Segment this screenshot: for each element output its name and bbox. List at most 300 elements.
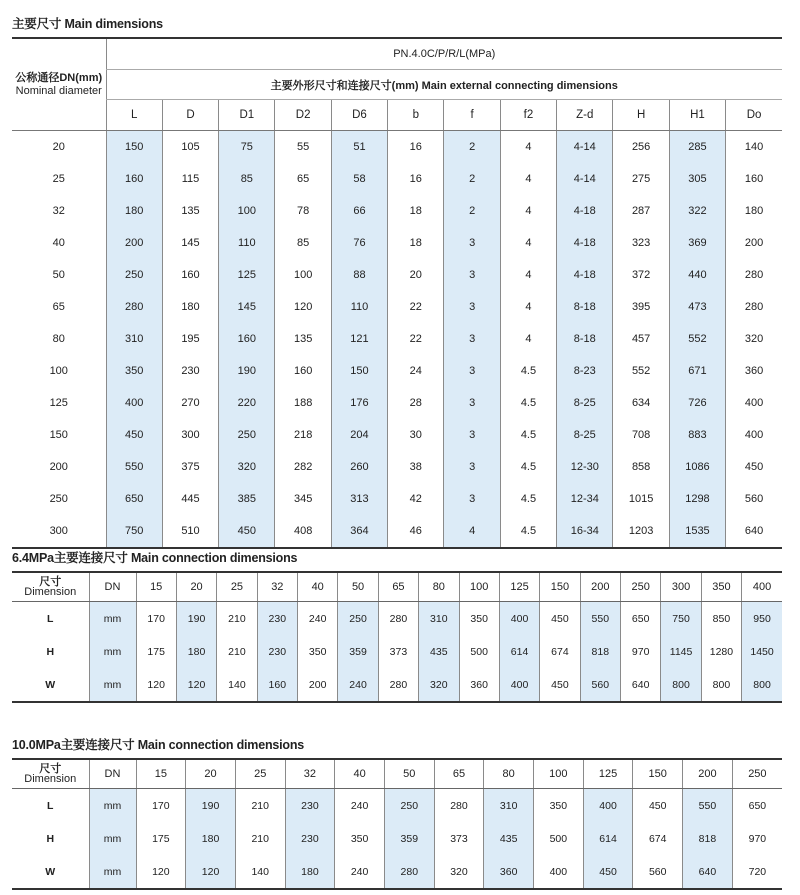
mpa64-body (12, 572, 782, 702)
value-cell: 190 (219, 355, 275, 387)
size-header-row (12, 759, 782, 789)
value-cell: 350 (298, 635, 338, 668)
dn-cell: 80 (52, 333, 65, 345)
value-cell: 22 (388, 291, 444, 323)
dimension-label-en: Dimension (24, 773, 77, 785)
value-cell: 180 (186, 822, 236, 855)
value-cell: 160 (257, 668, 297, 702)
value-cell: 46 (388, 515, 444, 548)
value-cell: 322 (669, 195, 725, 227)
mpa100-body (12, 759, 782, 889)
value-cell: 323 (613, 227, 669, 259)
size-header: 150 (633, 759, 683, 789)
value-cell: 8-18 (557, 291, 613, 323)
value-cell: 24 (388, 355, 444, 387)
value-cell: 560 (633, 855, 683, 889)
value-cell: 78 (275, 195, 331, 227)
size-header: 200 (683, 759, 733, 789)
value-cell: 121 (331, 323, 387, 355)
value-cell: 3 (444, 419, 500, 451)
value-cell: 372 (613, 259, 669, 291)
value-cell: 970 (732, 822, 782, 855)
value-cell: 218 (275, 419, 331, 451)
value-cell: 2 (444, 131, 500, 164)
value-cell: 473 (669, 291, 725, 323)
column-header: f2 (500, 100, 556, 131)
value-cell: 275 (613, 163, 669, 195)
value-cell: 305 (669, 163, 725, 195)
dn-cell: 100 (49, 365, 68, 377)
table-row (12, 355, 782, 387)
main-dimensions-body (12, 131, 782, 549)
value-cell: 287 (613, 195, 669, 227)
value-cell: 1280 (701, 635, 741, 668)
column-header: f (444, 100, 500, 131)
value-cell: 280 (106, 291, 162, 323)
value-cell: 135 (162, 195, 218, 227)
value-cell: 385 (219, 483, 275, 515)
value-cell: 650 (732, 789, 782, 823)
value-cell: 230 (285, 822, 335, 855)
value-cell: 4.5 (500, 419, 556, 451)
value-cell: 800 (661, 668, 701, 702)
value-cell: 160 (275, 355, 331, 387)
size-header: 32 (285, 759, 335, 789)
table-row (12, 635, 782, 668)
value-cell: 110 (219, 227, 275, 259)
size-header: 15 (136, 759, 186, 789)
size-header: 15 (136, 572, 176, 602)
value-cell: 310 (419, 602, 459, 636)
value-cell: 4 (500, 291, 556, 323)
value-cell: 550 (106, 451, 162, 483)
value-cell: 750 (661, 602, 701, 636)
dn-cell: 50 (52, 269, 65, 281)
value-cell: 100 (275, 259, 331, 291)
value-cell: 230 (285, 789, 335, 823)
value-cell: 210 (217, 635, 257, 668)
dimension-label-en: Dimension (24, 586, 77, 598)
size-header: 100 (459, 572, 499, 602)
dn-label: DN (89, 572, 136, 602)
value-cell: 320 (434, 855, 484, 889)
value-cell: 8-23 (557, 355, 613, 387)
value-cell: 400 (726, 387, 782, 419)
value-cell: 4 (500, 259, 556, 291)
value-cell: 350 (459, 602, 499, 636)
value-cell: 85 (219, 163, 275, 195)
row-label: H (46, 832, 55, 845)
value-cell: 373 (434, 822, 484, 855)
value-cell: 640 (683, 855, 733, 889)
unit-cell: mm (89, 635, 136, 668)
value-cell: 280 (384, 855, 434, 889)
value-cell: 240 (338, 668, 378, 702)
value-cell: 145 (219, 291, 275, 323)
value-cell: 230 (257, 602, 297, 636)
size-header: 400 (742, 572, 782, 602)
value-cell: 230 (162, 355, 218, 387)
value-cell: 445 (162, 483, 218, 515)
value-cell: 175 (136, 635, 176, 668)
unit-cell: mm (89, 668, 136, 702)
column-header-row (12, 100, 782, 131)
value-cell: 250 (106, 259, 162, 291)
value-cell: 150 (331, 355, 387, 387)
value-cell: 614 (499, 635, 539, 668)
value-cell: 634 (613, 387, 669, 419)
value-cell: 313 (331, 483, 387, 515)
value-cell: 250 (219, 419, 275, 451)
value-cell: 4 (500, 163, 556, 195)
value-cell: 4-18 (557, 227, 613, 259)
size-header: 25 (217, 572, 257, 602)
value-cell: 345 (275, 483, 331, 515)
value-cell: 510 (162, 515, 218, 548)
value-cell: 3 (444, 355, 500, 387)
value-cell: 970 (621, 635, 661, 668)
value-cell: 350 (335, 822, 385, 855)
table-row (12, 451, 782, 483)
value-cell: 500 (459, 635, 499, 668)
value-cell: 400 (726, 419, 782, 451)
value-cell: 230 (257, 635, 297, 668)
unit-cell: mm (89, 822, 136, 855)
value-cell: 210 (235, 822, 285, 855)
value-cell: 66 (331, 195, 387, 227)
value-cell: 204 (331, 419, 387, 451)
table-row (12, 515, 782, 548)
value-cell: 55 (275, 131, 331, 164)
value-cell: 435 (484, 822, 534, 855)
table-row (12, 259, 782, 291)
size-header: 350 (701, 572, 741, 602)
dn-cell: 150 (49, 429, 68, 441)
dn-header-en: Nominal diameter (15, 84, 102, 97)
value-cell: 12-34 (557, 483, 613, 515)
value-cell: 858 (613, 451, 669, 483)
value-cell: 1145 (661, 635, 701, 668)
dimension-label-cn: 尺寸 (39, 576, 62, 588)
size-header: 80 (419, 572, 459, 602)
value-cell: 674 (540, 635, 580, 668)
value-cell: 3 (444, 323, 500, 355)
value-cell: 4.5 (500, 515, 556, 548)
value-cell: 100 (219, 195, 275, 227)
value-cell: 85 (275, 227, 331, 259)
column-header: D (162, 100, 218, 131)
size-header: 20 (176, 572, 216, 602)
size-header: 200 (580, 572, 620, 602)
value-cell: 708 (613, 419, 669, 451)
value-cell: 76 (331, 227, 387, 259)
value-cell: 22 (388, 323, 444, 355)
value-cell: 220 (219, 387, 275, 419)
mpa64-title: 6.4MPa主要连接尺寸 Main connection dimensions (12, 551, 298, 565)
size-header: 32 (257, 572, 297, 602)
value-cell: 280 (378, 602, 418, 636)
value-cell: 400 (106, 387, 162, 419)
value-cell: 20 (388, 259, 444, 291)
value-cell: 726 (669, 387, 725, 419)
value-cell: 28 (388, 387, 444, 419)
value-cell: 450 (633, 789, 683, 823)
column-header: D6 (331, 100, 387, 131)
value-cell: 240 (298, 602, 338, 636)
dn-cell: 40 (52, 237, 65, 249)
value-cell: 4 (500, 195, 556, 227)
value-cell: 180 (726, 195, 782, 227)
value-cell: 400 (583, 789, 633, 823)
value-cell: 280 (434, 789, 484, 823)
value-cell: 135 (275, 323, 331, 355)
value-cell: 30 (388, 419, 444, 451)
value-cell: 120 (136, 855, 186, 889)
value-cell: 720 (732, 855, 782, 889)
value-cell: 120 (176, 668, 216, 702)
value-cell: 250 (338, 602, 378, 636)
value-cell: 4.5 (500, 451, 556, 483)
value-cell: 210 (235, 789, 285, 823)
value-cell: 1086 (669, 451, 725, 483)
value-cell: 614 (583, 822, 633, 855)
value-cell: 280 (726, 291, 782, 323)
value-cell: 310 (484, 789, 534, 823)
dimension-label (12, 572, 89, 602)
value-cell: 115 (162, 163, 218, 195)
size-header: 40 (335, 759, 385, 789)
value-cell: 105 (162, 131, 218, 164)
value-cell: 640 (621, 668, 661, 702)
value-cell: 408 (275, 515, 331, 548)
table-row (12, 163, 782, 195)
value-cell: 4 (500, 131, 556, 164)
value-cell: 300 (162, 419, 218, 451)
column-header: D2 (275, 100, 331, 131)
value-cell: 4.5 (500, 387, 556, 419)
value-cell: 800 (742, 668, 782, 702)
table-row (12, 387, 782, 419)
dimension-label (12, 759, 89, 789)
value-cell: 8-18 (557, 323, 613, 355)
value-cell: 240 (335, 789, 385, 823)
dn-cell: 65 (52, 301, 65, 313)
pressure-header: PN.4.0C/P/R/L(MPa) (106, 38, 782, 70)
size-header: 20 (186, 759, 236, 789)
value-cell: 818 (683, 822, 733, 855)
table-row (12, 483, 782, 515)
value-cell: 950 (742, 602, 782, 636)
value-cell: 360 (459, 668, 499, 702)
value-cell: 1535 (669, 515, 725, 548)
value-cell: 38 (388, 451, 444, 483)
value-cell: 180 (285, 855, 335, 889)
mpa100-title: 10.0MPa主要连接尺寸 Main connection dimensions (12, 738, 305, 752)
value-cell: 12-30 (557, 451, 613, 483)
table-row (12, 789, 782, 823)
row-label: W (12, 668, 89, 702)
value-cell: 373 (378, 635, 418, 668)
dn-cell: 300 (12, 515, 106, 548)
value-cell: 450 (106, 419, 162, 451)
row-label: L (47, 612, 54, 625)
value-cell: 320 (219, 451, 275, 483)
value-cell: 285 (669, 131, 725, 164)
value-cell: 16 (388, 163, 444, 195)
value-cell: 18 (388, 227, 444, 259)
value-cell: 435 (419, 635, 459, 668)
row-label: H (46, 645, 55, 658)
value-cell: 170 (136, 602, 176, 636)
value-cell: 240 (335, 855, 385, 889)
value-cell: 160 (726, 163, 782, 195)
value-cell: 3 (444, 291, 500, 323)
value-cell: 360 (726, 355, 782, 387)
value-cell: 2 (444, 195, 500, 227)
dn-cell: 20 (52, 141, 65, 153)
value-cell: 195 (162, 323, 218, 355)
value-cell: 188 (275, 387, 331, 419)
value-cell: 450 (540, 668, 580, 702)
size-header: 65 (434, 759, 484, 789)
dn-cell: 125 (49, 397, 68, 409)
value-cell: 650 (106, 483, 162, 515)
value-cell: 170 (136, 789, 186, 823)
value-cell: 450 (726, 451, 782, 483)
value-cell: 42 (388, 483, 444, 515)
value-cell: 3 (444, 387, 500, 419)
value-cell: 3 (444, 451, 500, 483)
dn-header (12, 38, 106, 131)
main-dimensions-table (12, 37, 782, 549)
value-cell: 160 (106, 163, 162, 195)
value-cell: 65 (275, 163, 331, 195)
size-header: 150 (540, 572, 580, 602)
dn-label: DN (89, 759, 136, 789)
table-row (12, 131, 782, 164)
value-cell: 16-34 (557, 515, 613, 548)
table-row (12, 602, 782, 636)
value-cell: 800 (701, 668, 741, 702)
column-header: b (388, 100, 444, 131)
value-cell: 674 (633, 822, 683, 855)
value-cell: 125 (219, 259, 275, 291)
value-cell: 369 (669, 227, 725, 259)
unit-cell: mm (89, 602, 136, 636)
column-header: Z-d (557, 100, 613, 131)
value-cell: 3 (444, 259, 500, 291)
value-cell: 16 (388, 131, 444, 164)
value-cell: 160 (162, 259, 218, 291)
value-cell: 4 (500, 227, 556, 259)
value-cell: 560 (726, 483, 782, 515)
value-cell: 282 (275, 451, 331, 483)
value-cell: 883 (669, 419, 725, 451)
value-cell: 850 (701, 602, 741, 636)
table-row (12, 291, 782, 323)
value-cell: 560 (580, 668, 620, 702)
value-cell: 200 (106, 227, 162, 259)
value-cell: 150 (106, 131, 162, 164)
value-cell: 8-25 (557, 419, 613, 451)
dn-cell: 25 (52, 173, 65, 185)
value-cell: 450 (540, 602, 580, 636)
table-row (12, 323, 782, 355)
value-cell: 552 (669, 323, 725, 355)
value-cell: 270 (162, 387, 218, 419)
mpa64-table (12, 571, 782, 703)
dn-cell: 250 (49, 493, 68, 505)
dn-cell: 32 (52, 205, 65, 217)
size-header: 50 (338, 572, 378, 602)
value-cell: 4-14 (557, 131, 613, 164)
value-cell: 200 (298, 668, 338, 702)
value-cell: 175 (136, 822, 186, 855)
value-cell: 145 (162, 227, 218, 259)
value-cell: 140 (726, 131, 782, 164)
value-cell: 210 (217, 602, 257, 636)
value-cell: 2 (444, 163, 500, 195)
value-cell: 640 (726, 515, 782, 548)
value-cell: 650 (621, 602, 661, 636)
size-header: 250 (621, 572, 661, 602)
column-header: H1 (669, 100, 725, 131)
value-cell: 359 (384, 822, 434, 855)
value-cell: 280 (378, 668, 418, 702)
value-cell: 364 (331, 515, 387, 548)
value-cell: 4 (444, 515, 500, 548)
size-header: 80 (484, 759, 534, 789)
value-cell: 140 (217, 668, 257, 702)
value-cell: 4-18 (557, 259, 613, 291)
value-cell: 160 (219, 323, 275, 355)
value-cell: 3 (444, 483, 500, 515)
size-header: 300 (661, 572, 701, 602)
value-cell: 450 (583, 855, 633, 889)
value-cell: 552 (613, 355, 669, 387)
value-cell: 4.5 (500, 355, 556, 387)
value-cell: 400 (499, 602, 539, 636)
size-header: 50 (384, 759, 434, 789)
value-cell: 51 (331, 131, 387, 164)
mpa100-table (12, 758, 782, 890)
value-cell: 120 (275, 291, 331, 323)
value-cell: 250 (384, 789, 434, 823)
value-cell: 120 (186, 855, 236, 889)
size-header-row (12, 572, 782, 602)
value-cell: 550 (580, 602, 620, 636)
column-header: Do (726, 100, 782, 131)
column-header: H (613, 100, 669, 131)
table-row (12, 855, 782, 889)
value-cell: 18 (388, 195, 444, 227)
table-row (12, 227, 782, 259)
table-row (12, 822, 782, 855)
value-cell: 500 (534, 822, 584, 855)
size-header: 65 (378, 572, 418, 602)
value-cell: 4-18 (557, 195, 613, 227)
value-cell: 1203 (613, 515, 669, 548)
value-cell: 818 (580, 635, 620, 668)
value-cell: 256 (613, 131, 669, 164)
value-cell: 176 (331, 387, 387, 419)
size-header: 125 (499, 572, 539, 602)
value-cell: 1015 (613, 483, 669, 515)
value-cell: 88 (331, 259, 387, 291)
value-cell: 440 (669, 259, 725, 291)
value-cell: 190 (176, 602, 216, 636)
value-cell: 4 (500, 323, 556, 355)
